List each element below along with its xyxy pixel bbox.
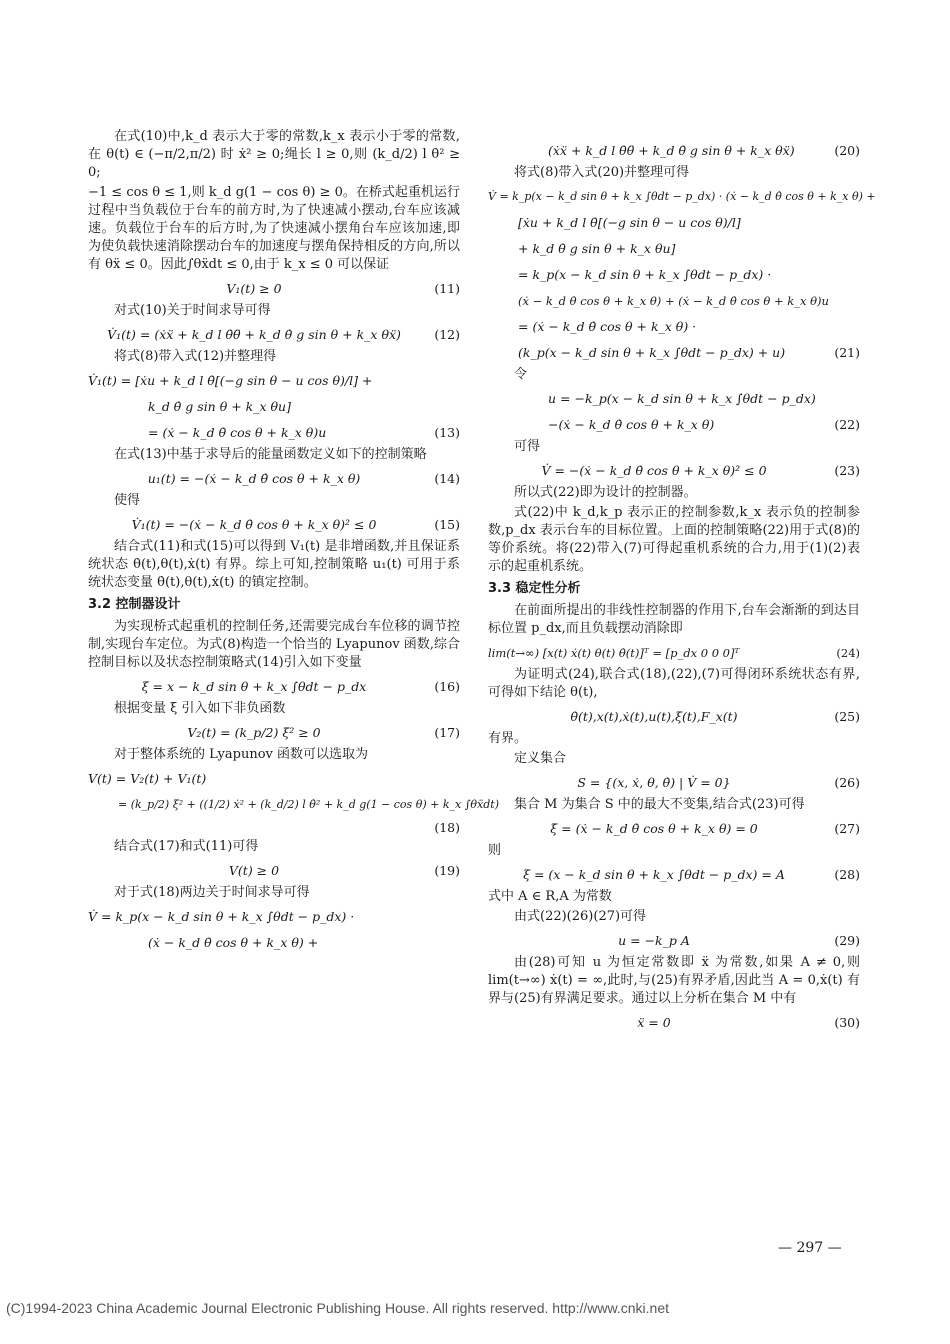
paragraph: 结合式(17)和式(11)可得	[114, 839, 259, 854]
equation-14: u₁(t) = −(ẋ − k_d θ̇ cos θ + k_x θ) (14)	[147, 471, 460, 486]
equation-21-line-3: + k_d θ̇ g sin θ + k_x θu]	[518, 241, 676, 256]
paragraph: 对式(10)关于时间求导可得	[114, 303, 271, 318]
equation-27: ξ̇ = (ẋ − k_d θ̇ cos θ + k_x θ) = 0 (27)	[550, 821, 860, 836]
page-number: — 297 —	[778, 1240, 842, 1256]
equation-23: V̇ = −(ẋ − k_d θ̇ cos θ + k_x θ)² ≤ 0 (23)	[541, 463, 860, 478]
paragraph: 定义集合	[514, 751, 567, 766]
equation-16: ξ = x − k_d sin θ + k_x ∫θdt − p_dx (16)	[141, 679, 460, 694]
equation-24: lim(t→∞) [x(t) ẋ(t) θ(t) θ̇(t)]ᵀ = [p_dx 0 0 0]ᵀ (24)	[488, 646, 860, 660]
equation-20-line-2: (ẋ − k_d θ̇ cos θ + k_x θ) +	[148, 935, 319, 950]
paragraph: 由(28)可知 u 为恒定常数即 ẍ 为常数,如果 A ≠ 0,则 lim(t→∞) ẋ(t) = ∞,此时,与(25)有界矛盾,因此当 A = 0,ẋ(t) 有界与(25)有界满足要求。通过以上分析在集合 M 中有	[488, 955, 860, 1006]
equation-12: V̇₁(t) = (ẋẍ + k_d l θ̇θ̈ + k_d θ̇ g sin θ + k_x θẍ) (12)	[107, 327, 460, 342]
equation-11: V₁(t) ≥ 0 (11)	[226, 281, 460, 296]
equation-28: ξ = (x − k_d sin θ + k_x ∫θdt − p_dx) = A (28)	[523, 867, 860, 882]
copyright-footer: (C)1994-2023 China Academic Journal Electronic Publishing House. All rights reserved. http://www.cnki.net	[6, 1300, 669, 1316]
paragraph: 将式(8)带入式(12)并整理得	[114, 349, 277, 364]
paragraph: 式中 A ∈ R,A 为常数	[488, 889, 612, 904]
paragraph: 所以式(22)即为设计的控制器。	[514, 485, 697, 500]
equation-21-line-7: (k_p(x − k_d sin θ + k_x ∫θdt − p_dx) + u) (21)	[518, 345, 860, 360]
paragraph: 有界。	[488, 731, 528, 746]
paragraph: 则	[488, 843, 502, 858]
paragraph: 由式(22)(26)(27)可得	[514, 909, 647, 924]
section-heading-3-2: 3.2 控制器设计	[88, 597, 181, 612]
equation-18-line-1: V(t) = V₂(t) + V₁(t)	[88, 771, 207, 786]
equation-13-line-1: V̇₁(t) = [ẋu + k_d l θ̇[(−g sin θ − u cos θ)/l] +	[88, 373, 373, 388]
paragraph: 对于整体系统的 Lyapunov 函数可以选取为	[114, 747, 369, 762]
equation-26: S = {(x, ẋ, θ, θ̇) | V̇ = 0} (26)	[577, 775, 860, 790]
paragraph: 令	[514, 367, 528, 382]
paragraph: 集合 M 为集合 S 中的最大不变集,结合式(23)可得	[514, 797, 805, 812]
paragraph: 为实现桥式起重机的控制任务,还需要完成台车位移的调节控制,实现台车定位。为式(8)构造一个恰当的 Lyapunov 函数,综合控制目标以及状态控制策略式(14)引入如下变量	[88, 619, 460, 670]
equation-21-line-6: = (ẋ − k_d θ̇ cos θ + k_x θ) ·	[518, 319, 697, 334]
equation-18-number: (18)	[434, 820, 460, 835]
equation-30: ẍ = 0 (30)	[637, 1015, 860, 1030]
paragraph: −1 ≤ cos θ ≤ 1,则 k_d g(1 − cos θ) ≥ 0。在桥式起重机运行过程中当负载位于台车的前方时,为了快速减小摆动,台车应该减速。负载位于台车的后方时,为了快速减小摆角台车应该加速,即为使负载快速消除摆动台车的加速度与摆角保持相反的方向,所以有 θẍ ≤ 0。因此∫θẍdt ≤ 0,由于 k_x ≤ 0 可以保证	[88, 185, 460, 272]
paragraph: 在式(10)中,k_d 表示大于零的常数,k_x 表示小于零的常数,在 θ(t) ∈ (−π/2,π/2) 时 ẋ² ≥ 0;绳长 l ≥ 0,则 (k_d/2) l θ̇² ≥ 0;	[88, 129, 460, 180]
paragraph: 式(22)中 k_d,k_p 表示正的控制参数,k_x 表示负的控制参数,p_dx 表示台车的目标位置。上面的控制策略(22)用于式(8)的等价系统。将(22)带入(7)可得起重机系统的合力,用于(1)(2)表示的起重机系统。	[488, 505, 860, 574]
paragraph: 结合式(11)和式(15)可以得到 V₁(t) 是非增函数,并且保证系统状态 θ̇(t),θ(t),ẋ(t) 有界。综上可知,控制策略 u₁(t) 可用于系统状态变量 θ̇(t),θ(t),ẋ(t) 的镇定控制。	[88, 539, 460, 590]
paragraph: 在前面所提出的非线性控制器的作用下,台车会渐渐的到达目标位置 p_dx,而且负载摆动消除即	[488, 603, 860, 636]
equation-17: V₂(t) = (k_p/2) ξ² ≥ 0 (17)	[187, 725, 460, 740]
paragraph: 可得	[514, 439, 541, 454]
equation-20-line-3: (ẋẍ + k_d l θ̇θ̈ + k_d θ̇ g sin θ + k_x θẍ) (20)	[548, 143, 860, 158]
equation-22-line-2: −(ẋ − k_d θ̇ cos θ + k_x θ) (22)	[548, 417, 860, 432]
paragraph: 使得	[114, 493, 141, 508]
equation-21-line-4: = k_p(x − k_d sin θ + k_x ∫θdt − p_dx) ·	[518, 267, 772, 282]
left-column	[88, 128, 499, 956]
equation-18-line-2: = (k_p/2) ξ² + ((1/2) ẋ² + (k_d/2) l θ̇² + k_d g(1 − cos θ) + k_x ∫θẍdt)	[118, 798, 499, 811]
right-column	[488, 138, 876, 1036]
paragraph: 为证明式(24),联合式(18),(22),(7)可得闭环系统状态有界,可得如下结论 θ(t),	[488, 667, 860, 700]
equation-19: V(t) ≥ 0 (19)	[228, 863, 460, 878]
equation-13-line-2: k_d θ̇ g sin θ + k_x θu]	[148, 399, 291, 414]
equation-15: V̇₁(t) = −(ẋ − k_d θ̇ cos θ + k_x θ)² ≤ 0 (15)	[131, 517, 460, 532]
section-heading-3-3: 3.3 稳定性分析	[488, 581, 581, 596]
equation-25: θ̇(t),x(t),ẋ(t),u(t),ξ(t),F_x(t) (25)	[570, 709, 860, 724]
equation-21-line-2: [ẋu + k_d l θ̇[(−g sin θ − u cos θ)/l]	[518, 215, 741, 230]
paragraph: 根据变量 ξ 引入如下非负函数	[114, 701, 286, 716]
equation-29: u = −k_p A (29)	[618, 933, 860, 948]
paragraph: 对于式(18)两边关于时间求导可得	[114, 885, 310, 900]
equation-21-line-1: V̇ = k_p(x − k_d sin θ + k_x ∫θdt − p_dx) · (ẋ − k_d θ̇ cos θ + k_x θ) +	[488, 190, 876, 203]
equation-20-line-1: V̇ = k_p(x − k_d sin θ + k_x ∫θdt − p_dx) ·	[88, 909, 355, 924]
equation-13-line-3: = (ẋ − k_d θ̇ cos θ + k_x θ)u (13)	[148, 425, 460, 440]
equation-21-line-5: (ẋ − k_d θ̇ cos θ + k_x θ) + (ẋ − k_d θ̇ cos θ + k_x θ)u	[518, 294, 829, 308]
paragraph: 在式(13)中基于求导后的能量函数定义如下的控制策略	[114, 447, 427, 462]
equation-22-line-1: u = −k_p(x − k_d sin θ + k_x ∫θdt − p_dx)	[548, 391, 816, 406]
paragraph: 将式(8)带入式(20)并整理可得	[514, 165, 690, 180]
